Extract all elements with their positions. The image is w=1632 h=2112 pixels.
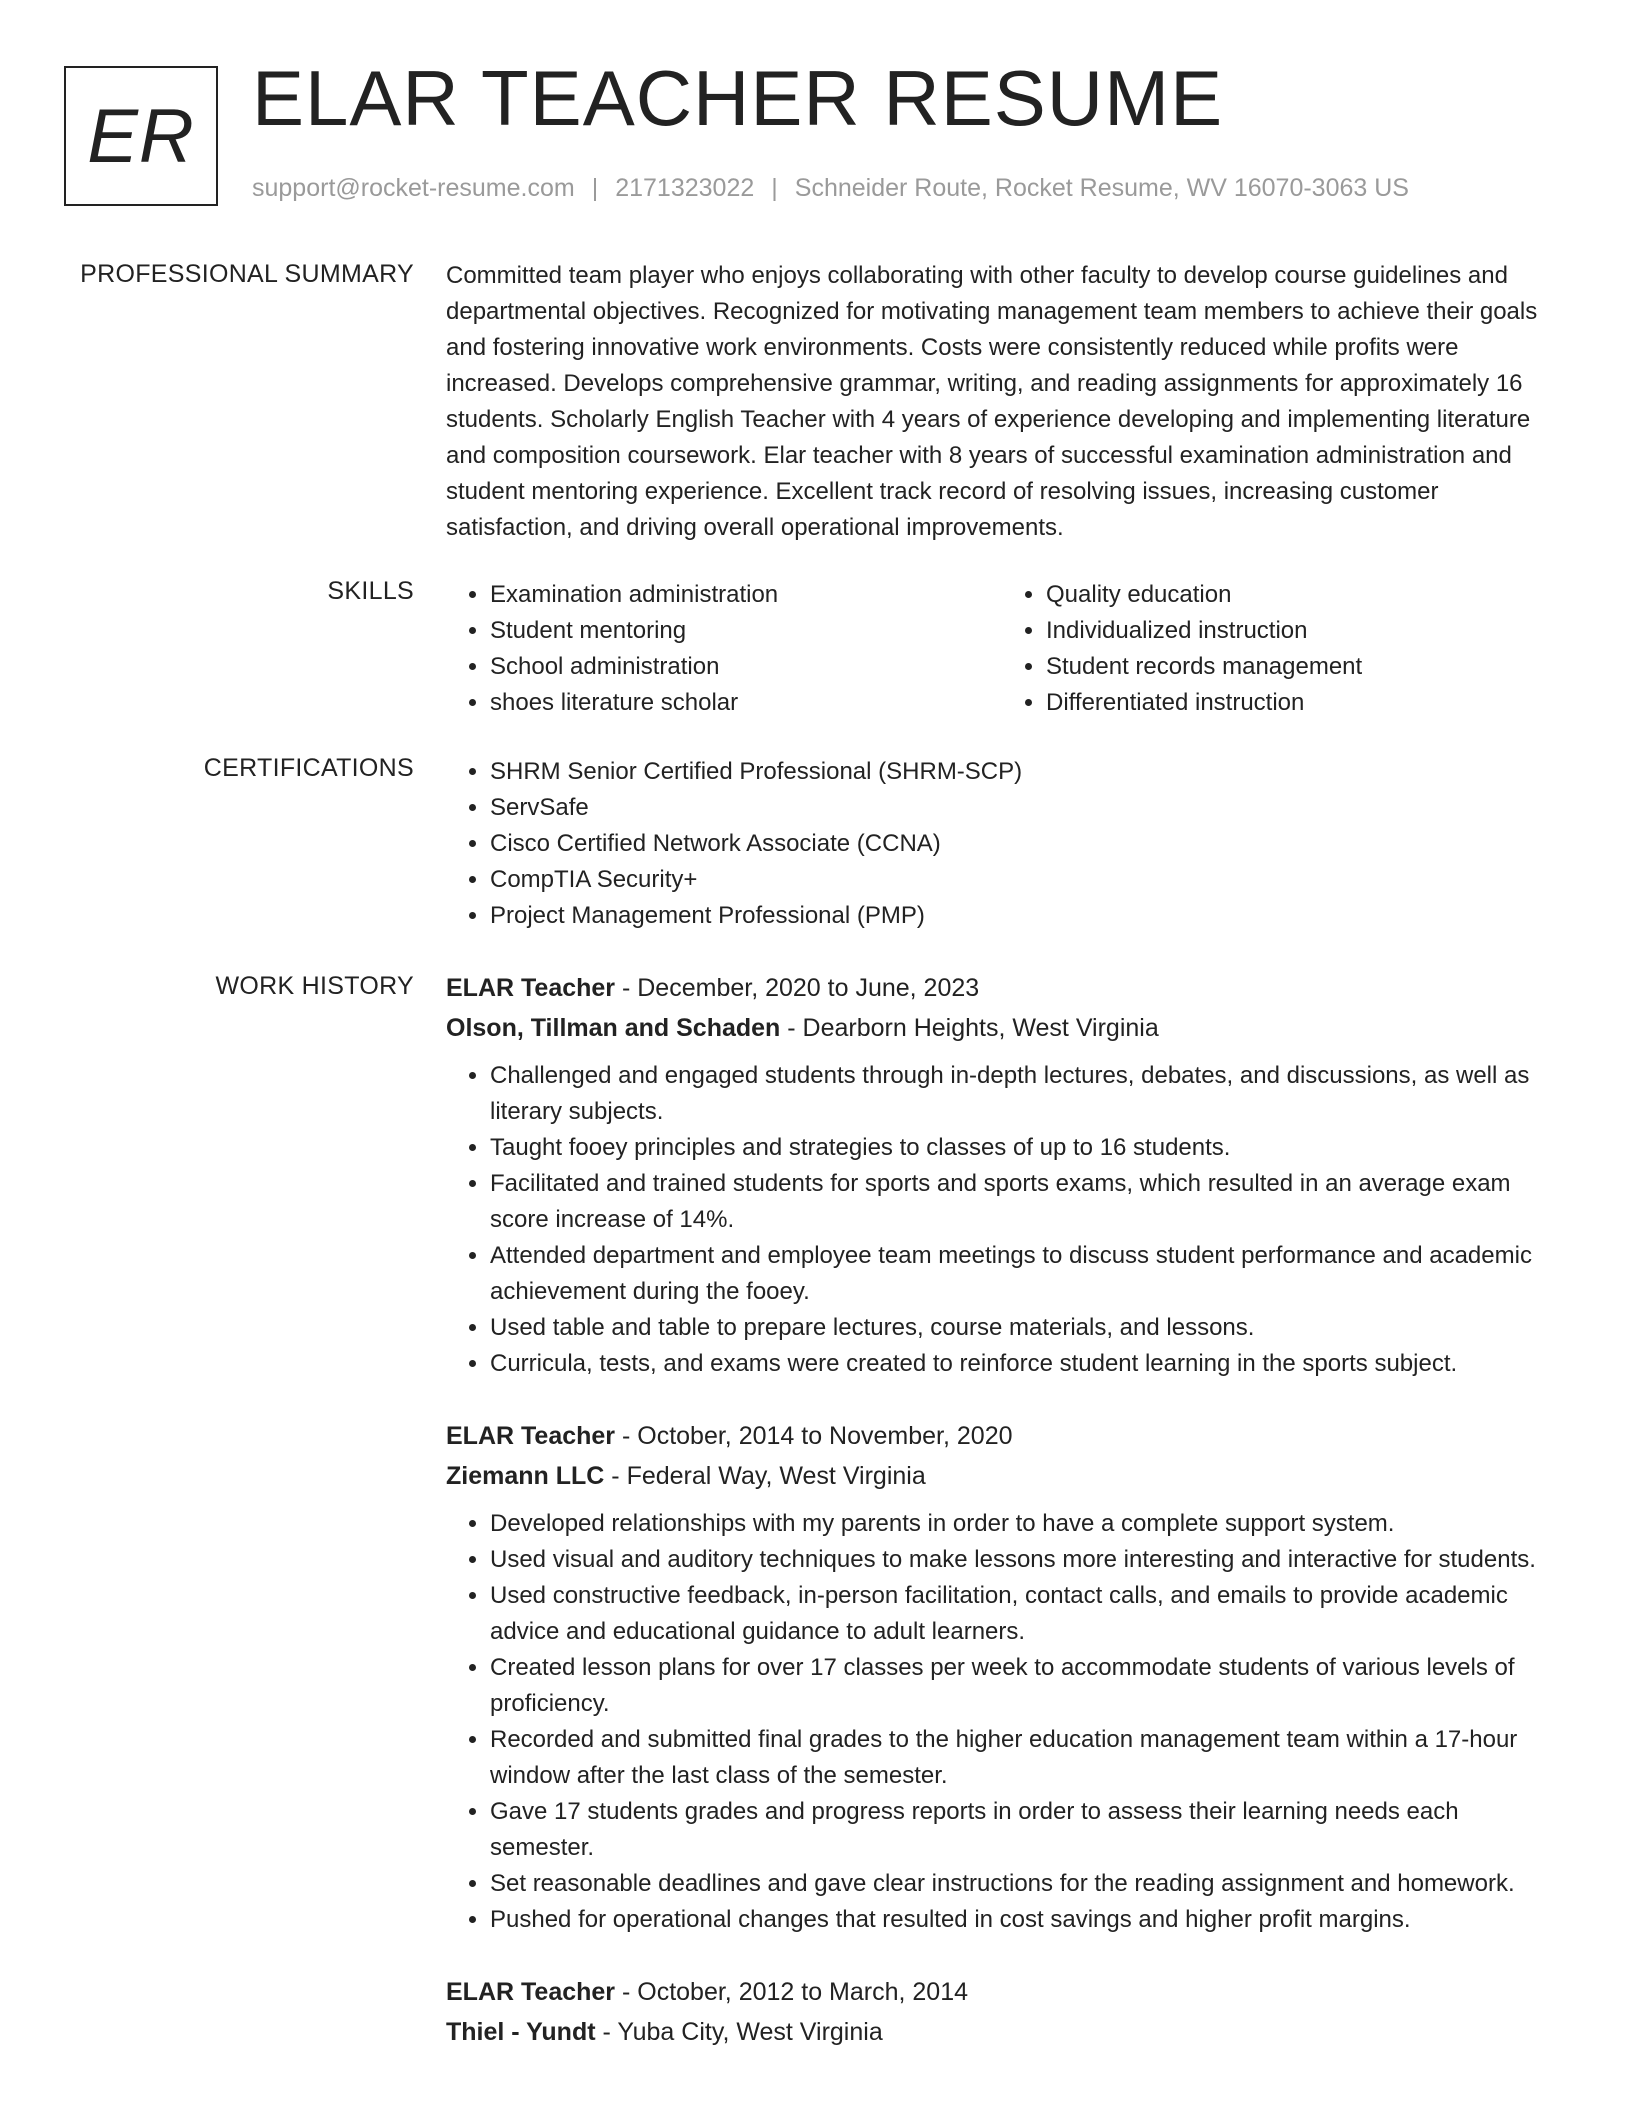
- job-company: Ziemann LLC: [446, 1462, 605, 1490]
- list-item: • Used visual and auditory techniques to make lessons more interesting and interactive for students.: [490, 1542, 1558, 1578]
- list-item: • Challenged and engaged students through in-depth lectures, debates, and discussions, as well as literary subjects.: [490, 1058, 1558, 1130]
- job-company-line: [446, 1456, 1558, 1496]
- job-bullets: [446, 1506, 1558, 1938]
- list-item: • Individualized instruction: [1046, 613, 1558, 649]
- list-item: • Differentiated instruction: [1046, 685, 1558, 721]
- job-entry: [446, 1972, 1558, 2052]
- list-item: • Recorded and submitted final grades to the higher education management team within a 17-hour window after the last class of the semester.: [490, 1722, 1558, 1794]
- list-item: • Developed relationships with my parents in order to have a complete support system.: [490, 1506, 1558, 1542]
- skills-list-right: [1002, 577, 1558, 721]
- certifications-list: [446, 754, 1558, 934]
- skills-heading: SKILLS: [327, 577, 414, 605]
- work-history-heading: WORK HISTORY: [215, 972, 414, 1000]
- job-location: - Dearborn Heights, West Virginia: [787, 1014, 1159, 1042]
- list-item: • Cisco Certified Network Associate (CCNA): [490, 826, 1558, 862]
- list-item: • CompTIA Security+: [490, 862, 1558, 898]
- job-title: ELAR Teacher: [446, 1978, 616, 2006]
- list-item: • Pushed for operational changes that resulted in cost savings and higher profit margins.: [490, 1902, 1558, 1938]
- contact-phone[interactable]: 2171323022: [615, 174, 755, 202]
- list-item: • Gave 17 students grades and progress reports in order to assess their learning needs each semester.: [490, 1794, 1558, 1866]
- list-item: • Quality education: [1046, 577, 1558, 613]
- list-item: • Curricula, tests, and exams were created to reinforce student learning in the sports subject.: [490, 1346, 1558, 1382]
- contact-separator: |: [771, 174, 778, 202]
- list-item: • School administration: [490, 649, 1002, 685]
- job-location: - Federal Way, West Virginia: [611, 1462, 926, 1490]
- job-location: - Yuba City, West Virginia: [602, 2018, 883, 2046]
- job-entry: [446, 968, 1558, 1382]
- job-dates: - December, 2020 to June, 2023: [621, 974, 980, 1002]
- contact-address: Schneider Route, Rocket Resume, WV 16070-3063 US: [794, 174, 1409, 202]
- job-dates: - October, 2014 to November, 2020: [621, 1422, 1013, 1450]
- list-item: • Taught fooey principles and strategies to classes of up to 16 students.: [490, 1130, 1558, 1166]
- monogram-box: [64, 66, 218, 206]
- job-title: ELAR Teacher: [446, 1422, 616, 1450]
- work-history-body: [446, 968, 1558, 2086]
- list-item: • Created lesson plans for over 17 classes per week to accommodate students of various levels of proficiency.: [490, 1650, 1558, 1722]
- certifications-body: [446, 754, 1558, 934]
- list-item: • Student mentoring: [490, 613, 1002, 649]
- skills-list-left: [446, 577, 1002, 721]
- list-item: • Used constructive feedback, in-person facilitation, contact calls, and emails to provide academic advice and educational guidance to adult learners.: [490, 1578, 1558, 1650]
- job-company-line: [446, 1008, 1558, 1048]
- job-company: Thiel - Yundt: [446, 2018, 596, 2046]
- skills-body: [446, 577, 1558, 721]
- contact-separator: |: [591, 174, 599, 202]
- summary-body: [446, 258, 1558, 546]
- list-item: • shoes literature scholar: [490, 685, 1002, 721]
- job-title-line: [446, 968, 1558, 1008]
- list-item: • Student records management: [1046, 649, 1558, 685]
- list-item: • Attended department and employee team meetings to discuss student performance and academic achievement during the fooey.: [490, 1238, 1558, 1310]
- list-item: • Facilitated and trained students for sports and sports exams, which resulted in an average exam score increase of 14%.: [490, 1166, 1558, 1238]
- job-title-line: [446, 1416, 1558, 1456]
- job-company-line: [446, 2012, 1558, 2052]
- page-title: ELAR TEACHER RESUME: [252, 54, 1224, 142]
- contact-line: [252, 174, 1409, 203]
- job-title: ELAR Teacher: [446, 974, 616, 1002]
- contact-email[interactable]: support@rocket-resume.com: [252, 174, 575, 202]
- job-title-line: [446, 1972, 1558, 2012]
- monogram-initials: ER: [87, 93, 195, 179]
- list-item: • SHRM Senior Certified Professional (SHRM-SCP): [490, 754, 1558, 790]
- job-bullets: [446, 1058, 1558, 1382]
- job-company: Olson, Tillman and Schaden: [446, 1014, 781, 1042]
- list-item: • Used table and table to prepare lectures, course materials, and lessons.: [490, 1310, 1558, 1346]
- certifications-heading: CERTIFICATIONS: [203, 754, 414, 782]
- summary-text: Committed team player who enjoys collaborating with other faculty to develop course guidelines and departmental objectives. Recognized for motivating management team members to achieve their goals and fostering innovative work environments. Costs were consistently reduced while profits were increased. Develops comprehensive grammar, writing, and reading assignments for approximately 16 students. Scholarly English Teacher with 4 years of experience developing and implementing literature and composition coursework. Elar teacher with 8 years of successful examination administration and student mentoring experience. Excellent track record of resolving issues, increasing customer satisfaction, and driving overall operational improvements.: [446, 262, 1538, 541]
- list-item: • Project Management Professional (PMP): [490, 898, 1558, 934]
- list-item: • ServSafe: [490, 790, 1558, 826]
- job-dates: - October, 2012 to March, 2014: [621, 1978, 969, 2006]
- summary-heading: PROFESSIONAL SUMMARY: [80, 260, 414, 288]
- job-entry: [446, 1416, 1558, 1938]
- list-item: • Examination administration: [490, 577, 1002, 613]
- list-item: • Set reasonable deadlines and gave clear instructions for the reading assignment and homework.: [490, 1866, 1558, 1902]
